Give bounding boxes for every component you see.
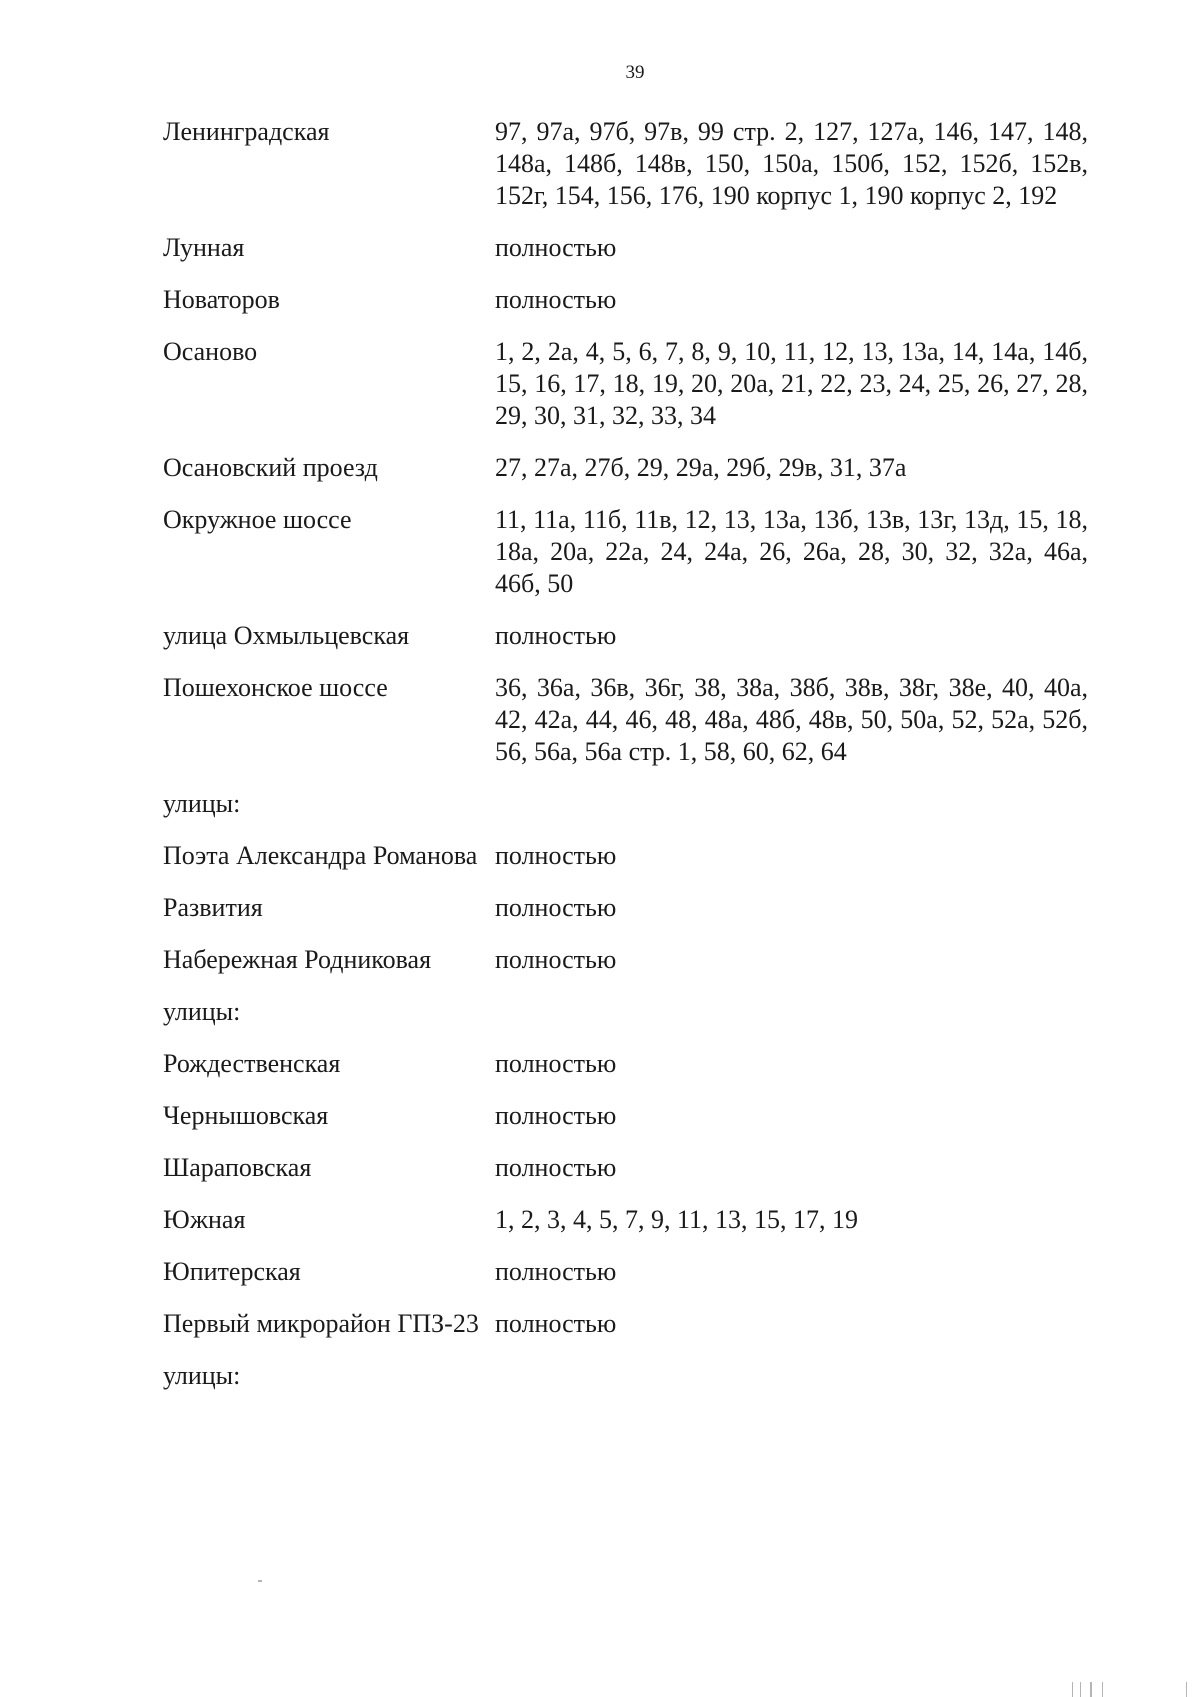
house-numbers: полностью (495, 841, 617, 870)
street-name: Набережная Родниковая (163, 945, 432, 974)
house-numbers: 27, 27а, 27б, 29, 29а, 29б, 29в, 31, 37а (495, 453, 907, 482)
house-numbers: полностью (495, 285, 617, 314)
scan-speck (1090, 1682, 1092, 1697)
street-row (163, 892, 1088, 924)
street-name: Первый микрорайон ГПЗ-23 (163, 1309, 479, 1338)
street-row (163, 116, 1088, 212)
scan-speck (1102, 1682, 1103, 1697)
street-row (163, 944, 1088, 976)
street-name: Осановский проезд (163, 453, 378, 482)
house-numbers: полностью (495, 893, 617, 922)
house-numbers: полностью (495, 1049, 617, 1078)
street-name: Шараповская (163, 1153, 312, 1182)
section-heading (163, 996, 1088, 1028)
street-name: Юпитерская (163, 1257, 301, 1286)
section-heading (163, 1360, 1088, 1392)
street-list (163, 116, 1088, 1412)
street-name: Чернышовская (163, 1101, 329, 1130)
section-heading-label: улицы: (163, 1361, 241, 1390)
scan-speck (1186, 1682, 1187, 1697)
house-numbers: 11, 11а, 11б, 11в, 12, 13, 13а, 13б, 13в, 13г, 13д, 15, 18, 18а, 20а, 22а, 24, 24а, 26, 26а, 28, 30, 32, 32а, 46а, 46б, 50 (495, 505, 1088, 598)
street-row (163, 840, 1088, 872)
house-numbers: полностью (495, 233, 617, 262)
scan-speck (1072, 1682, 1073, 1697)
street-name: Новаторов (163, 285, 280, 314)
street-name: Развития (163, 893, 263, 922)
street-row (163, 620, 1088, 652)
house-numbers: полностью (495, 1309, 617, 1338)
scan-speck (258, 1580, 262, 1582)
street-row (163, 232, 1088, 264)
street-name: Поэта Александра Романова (163, 841, 478, 870)
house-numbers: 36, 36а, 36в, 36г, 38, 38а, 38б, 38в, 38г, 38е, 40, 40а, 42, 42а, 44, 46, 48, 48а, 48б, 48в, 50, 50а, 52, 52а, 52б, 56, 56а, 56а стр. 1, 58, 60, 62, 64 (495, 673, 1088, 766)
street-name: Лунная (163, 233, 245, 262)
street-row (163, 1308, 1088, 1340)
street-name: Южная (163, 1205, 246, 1234)
street-row (163, 452, 1088, 484)
street-row (163, 1204, 1088, 1236)
street-row (163, 672, 1088, 768)
section-heading-label: улицы: (163, 997, 241, 1026)
section-heading-label: улицы: (163, 789, 241, 818)
page-number: 39 (625, 62, 645, 83)
house-numbers: 97, 97а, 97б, 97в, 99 стр. 2, 127, 127а, 146, 147, 148, 148а, 148б, 148в, 150, 150а, 150б, 152, 152б, 152в, 152г, 154, 156, 176, 190 корпус 1, 190 корпус 2, 192 (495, 117, 1088, 210)
street-name: Ленинградская (163, 117, 330, 146)
street-row (163, 1152, 1088, 1184)
street-name: Осаново (163, 337, 258, 366)
street-row (163, 504, 1088, 600)
house-numbers: полностью (495, 1257, 617, 1286)
street-row (163, 284, 1088, 316)
section-heading (163, 788, 1088, 820)
house-numbers: 1, 2, 3, 4, 5, 7, 9, 11, 13, 15, 17, 19 (495, 1205, 859, 1234)
house-numbers: полностью (495, 1101, 617, 1130)
house-numbers: 1, 2, 2а, 4, 5, 6, 7, 8, 9, 10, 11, 12, 13, 13а, 14, 14а, 14б, 15, 16, 17, 18, 19, 20, 20а, 21, 22, 23, 24, 25, 26, 27, 28, 29, 30, 31, 32, 33, 34 (495, 337, 1088, 430)
street-row (163, 336, 1088, 432)
house-numbers: полностью (495, 1153, 617, 1182)
street-row (163, 1100, 1088, 1132)
street-row (163, 1256, 1088, 1288)
street-row (163, 1048, 1088, 1080)
street-name: Рождественская (163, 1049, 341, 1078)
street-name: Окружное шоссе (163, 505, 352, 534)
street-name: Пошехонское шоссе (163, 673, 388, 702)
street-name: улица Охмыльцевская (163, 621, 410, 650)
house-numbers: полностью (495, 945, 617, 974)
house-numbers: полностью (495, 621, 617, 650)
scan-speck (1080, 1682, 1081, 1697)
